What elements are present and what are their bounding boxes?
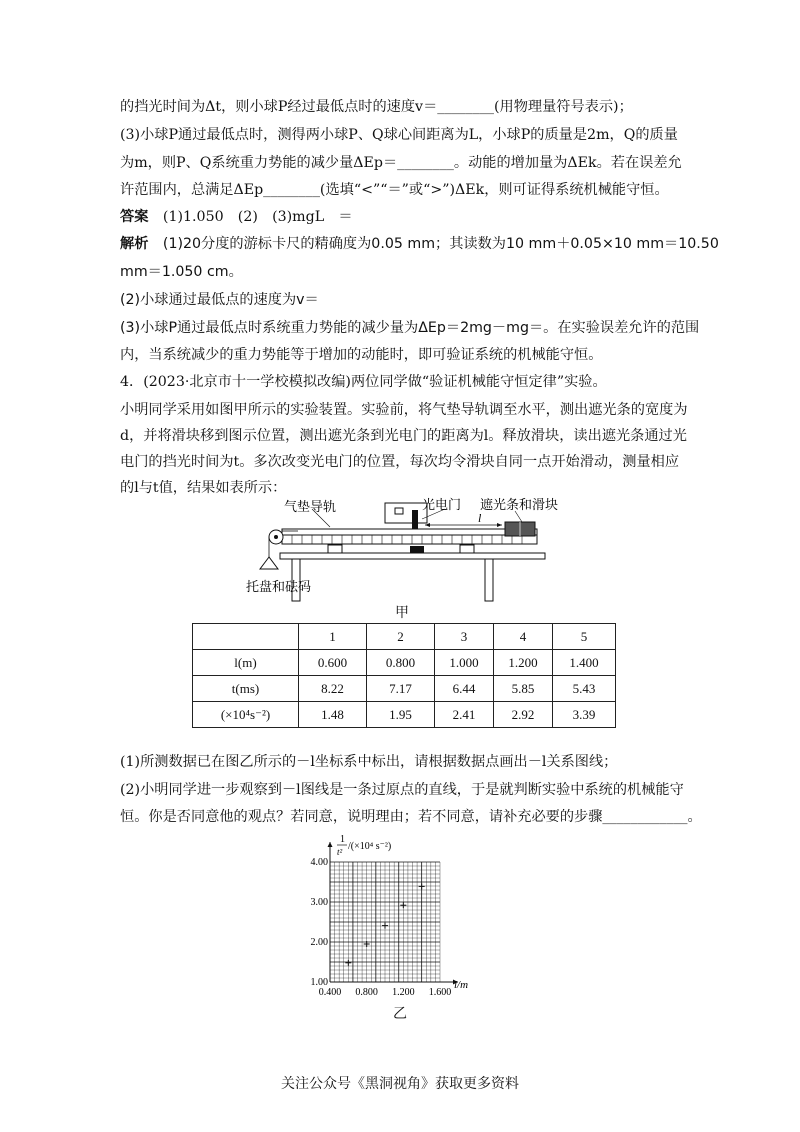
table-cell: 8.22 xyxy=(299,676,367,702)
text-line: (3)小球P通过最低点时，测得两小球P、Q球心间距离为L，小球P的质量是2m，Q的质量 xyxy=(120,127,678,143)
y-tick-label: 2.00 xyxy=(310,937,328,948)
label-rail: 气垫导轨 xyxy=(284,499,337,514)
analysis-text: 内，当系统减少的重力势能等于增加的动能时，即可验证系统的机械能守恒。 xyxy=(120,347,603,363)
analysis-label: 解析 xyxy=(120,236,149,252)
y-tick-label: 4.00 xyxy=(310,857,328,868)
y-axis-label-numerator: 1 xyxy=(340,834,345,845)
table-cell: 0.600 xyxy=(299,650,367,676)
y-tick-label: 1.00 xyxy=(310,977,328,988)
table-row xyxy=(193,702,616,728)
x-tick-label: 0.800 xyxy=(355,987,378,998)
problem-part: (1)所测数据已在图乙所示的－l坐标系中标出，请根据数据点画出－l关系图线； xyxy=(120,754,618,770)
figure-caption-yi: 乙 xyxy=(393,1006,407,1022)
table-cell xyxy=(193,624,299,650)
table-cell: 1.200 xyxy=(494,650,553,676)
data-point xyxy=(345,960,351,966)
data-point xyxy=(400,902,406,908)
footer-text: 关注公众号《黑洞视角》获取更多资料 xyxy=(281,1076,519,1092)
table-cell: 5.43 xyxy=(553,676,616,702)
table-cell: 3.39 xyxy=(553,702,616,728)
analysis-text: (3)小球P通过最低点时系统重力势能的减少量为ΔEp＝2mg－mg＝。在实验误差允许的范围 xyxy=(120,320,700,336)
table-cell: 2.92 xyxy=(494,702,553,728)
table-cell: t(ms) xyxy=(193,676,299,702)
x-tick-label: 0.400 xyxy=(318,987,342,998)
table-cell: 7.17 xyxy=(367,676,435,702)
table-cell: 1.48 xyxy=(299,702,367,728)
table-cell: 3 xyxy=(435,624,494,650)
figure-caption-jia: 甲 xyxy=(395,605,409,621)
table-cell: 0.800 xyxy=(367,650,435,676)
apparatus-figure xyxy=(240,495,570,615)
analysis-text: mm＝1.050 cm。 xyxy=(120,264,243,280)
table-cell: 1 xyxy=(299,624,367,650)
question-text: 电门的挡光时间为t。多次改变光电门的位置，每次均令滑块自同一点开始滑动，测量相应 xyxy=(120,454,680,470)
x-tick-label: 1.200 xyxy=(392,987,415,998)
table-row xyxy=(193,650,616,676)
graph-figure xyxy=(290,830,510,1005)
answer-text: (1)1.050 (2) (3)mgL ＝ xyxy=(162,209,353,225)
table-cell: l(m) xyxy=(193,650,299,676)
text-line: 为m，则P、Q系统重力势能的减少量ΔEp＝________。动能的增加量为ΔEk。若在误差允 xyxy=(120,155,682,171)
table-row xyxy=(193,624,616,650)
answer-label: 答案 xyxy=(120,209,149,225)
table-cell: 5.85 xyxy=(494,676,553,702)
table-cell: 4 xyxy=(494,624,553,650)
label-gate: 光电门 xyxy=(422,497,462,512)
question-text: 的l与t值，结果如表所示： xyxy=(120,480,287,496)
problem-part: (2)小明同学进一步观察到－l图线是一条过原点的直线，于是就判断实验中系统的机械能守 xyxy=(120,782,684,798)
label-tray: 托盘和砝码 xyxy=(246,579,312,594)
table-cell: 2 xyxy=(367,624,435,650)
analysis-text: (1)20分度的游标卡尺的精确度为0.05 mm；其读数为10 mm＋0.05×10 mm＝10.50 xyxy=(162,236,719,252)
x-axis-label: l/m xyxy=(454,979,469,991)
problem-part: 恒。你是否同意他的观点？若同意，说明理由；若不同意，请补充必要的步骤____________。 xyxy=(120,809,702,825)
y-axis-arrow xyxy=(328,842,333,847)
table-row xyxy=(193,676,616,702)
analysis-line xyxy=(120,234,719,254)
question-text: 小明同学采用如图甲所示的实验装置。实验前，将气垫导轨调至水平，测出遮光条的宽度为 xyxy=(120,402,688,418)
analysis-text: (2)小球通过最低点的速度为v＝ xyxy=(120,292,319,308)
x-tick-label: 1.600 xyxy=(428,987,452,998)
table-cell: 5 xyxy=(553,624,616,650)
y-axis-label: /(×10⁴ s⁻²) xyxy=(348,841,392,852)
text-line: 的挡光时间为Δt，则小球P经过最低点时的速度v＝________(用物理量符号表示)； xyxy=(120,99,633,115)
table-cell: (×10⁴s⁻²) xyxy=(193,702,299,728)
y-axis-label-denominator: t² xyxy=(337,847,343,857)
label-slider: 遮光条和滑块 xyxy=(480,497,559,512)
chart-grid xyxy=(330,862,440,982)
label-l: l xyxy=(478,511,482,525)
table-cell: 1.95 xyxy=(367,702,435,728)
table-cell: 1.400 xyxy=(553,650,616,676)
y-tick-label: 3.00 xyxy=(310,897,328,908)
text-line: 许范围内，总满足ΔEp________(选填“<”“＝”或“>”)ΔEk，则可证得系统机械能守恒。 xyxy=(120,182,669,198)
table-cell: 2.41 xyxy=(435,702,494,728)
table-cell: 1.000 xyxy=(435,650,494,676)
data-point xyxy=(382,923,388,929)
question-text: d，并将滑块移到图示位置，测出遮光条到光电门的距离为l。释放滑块，读出遮光条通过光 xyxy=(120,428,687,444)
question-title: 4．(2023·北京市十一学校模拟改编)两位同学做“验证机械能守恒定律”实验。 xyxy=(120,374,607,390)
data-table xyxy=(192,623,616,728)
answer-line xyxy=(120,207,353,227)
data-point xyxy=(419,883,425,889)
table-cell: 6.44 xyxy=(435,676,494,702)
